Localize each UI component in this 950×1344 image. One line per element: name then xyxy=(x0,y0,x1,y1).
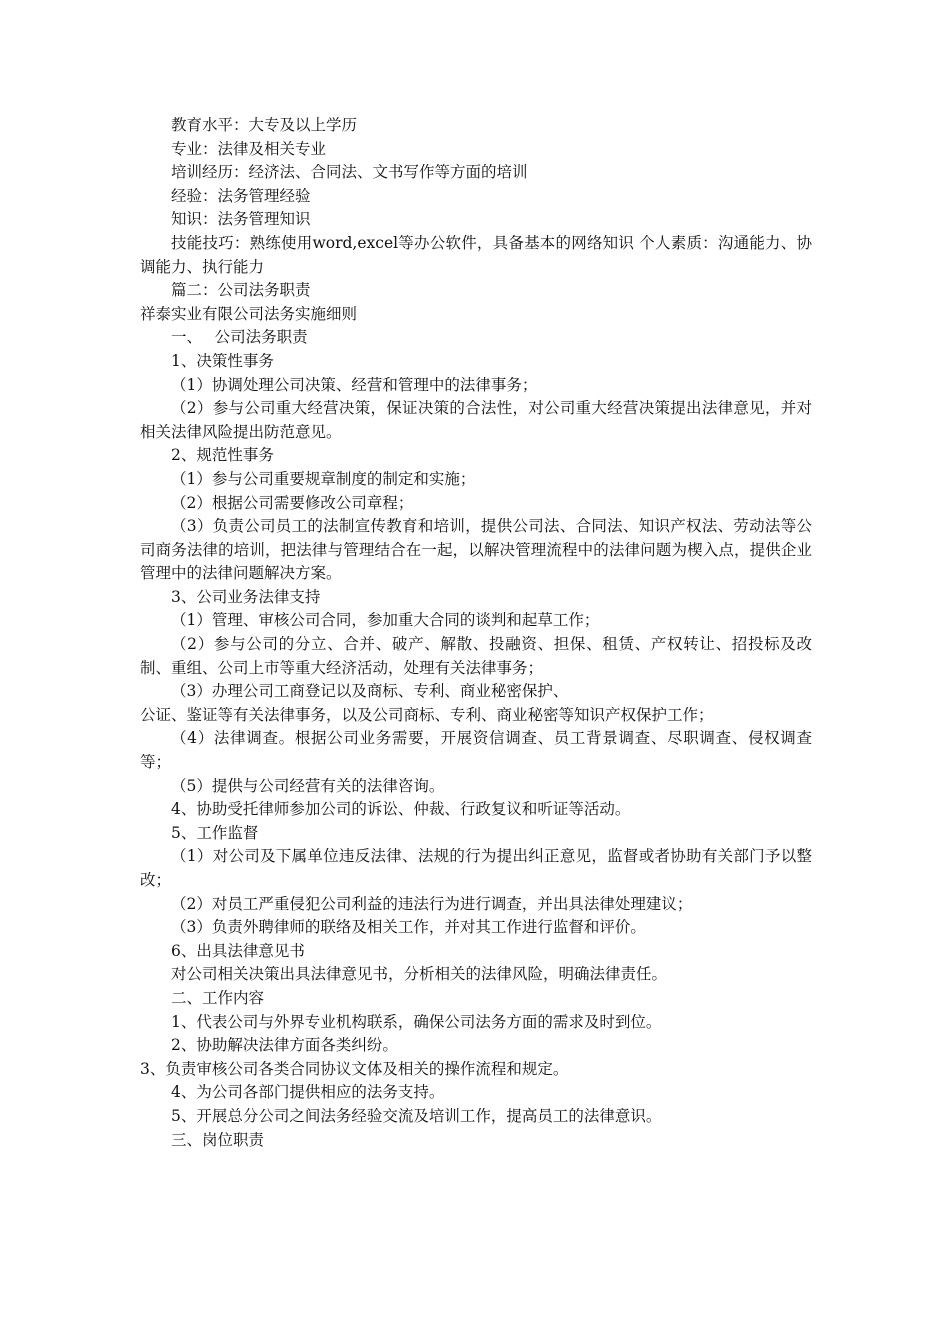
paragraph: （2）参与公司重大经营决策，保证决策的合法性，对公司重大经营决策提出法律意见，并对相关法律风险提出防范意见。 xyxy=(140,399,812,441)
paragraph: 一、 公司法务职责 xyxy=(171,328,308,347)
paragraph: （2）参与公司的分立、合并、破产、解散、投融资、担保、租赁、产权转让、招投标及改制、重组、公司上市等重大经济活动，处理有关法律事务； xyxy=(140,635,812,677)
paragraph: （5）提供与公司经营有关的法律咨询。 xyxy=(171,776,445,795)
paragraph: 5、开展总分公司之间法务经验交流及培训工作，提高员工的法律意识。 xyxy=(171,1106,662,1125)
paragraph: （4）法律调查。根据公司业务需要，开展资信调查、员工背景调查、尽职调查、侵权调查等； xyxy=(140,729,812,772)
paragraph: （3）负责公司员工的法制宣传教育和培训，提供公司法、合同法、知识产权法、劳动法等公司商务法律的培训，把法律与管理结合在一起，以解决管理流程中的法律问题为楔入点，提供企业管理中的法律问题解决方案。 xyxy=(140,517,812,583)
paragraph: （2）对员工严重侵犯公司利益的违法行为进行调查，并出具法律处理建议； xyxy=(171,894,693,913)
paragraph: 5、工作监督 xyxy=(171,823,259,842)
paragraph: 培训经历：经济法、合同法、文书写作等方面的培训 xyxy=(171,163,528,182)
paragraph: 二、工作内容 xyxy=(171,988,265,1007)
document-page xyxy=(140,114,812,1152)
paragraph: 6、出具法律意见书 xyxy=(171,941,305,960)
paragraph: 公证、鉴证等有关法律事务，以及公司商标、专利、商业秘密等知识产权保护工作； xyxy=(140,705,714,724)
paragraph: 篇二：公司法务职责 xyxy=(171,281,311,300)
paragraph: 3、公司业务法律支持 xyxy=(171,587,321,606)
paragraph: 4、协助受托律师参加公司的诉讼、仲裁、行政复议和听证等活动。 xyxy=(171,800,631,819)
paragraph: 3、负责审核公司各类合同协议文体及相关的操作流程和规定。 xyxy=(140,1059,569,1078)
paragraph: 祥泰实业有限公司法务实施细则 xyxy=(140,304,358,323)
paragraph: 技能技巧：熟练使用word,excel等办公软件，具备基本的网络知识 个人素质：沟通能力、协调能力、执行能力 xyxy=(140,233,812,276)
paragraph: 经验：法务管理经验 xyxy=(171,186,311,205)
paragraph: （1）参与公司重要规章制度的制定和实施； xyxy=(171,469,476,488)
paragraph: （1）对公司及下属单位违反法律、法规的行为提出纠正意见，监督或者协助有关部门予以整改； xyxy=(140,847,812,889)
paragraph: 2、协助解决法律方面各类纠纷。 xyxy=(171,1036,398,1055)
paragraph: （2）根据公司需要修改公司章程； xyxy=(171,493,414,512)
paragraph: 1、代表公司与外界专业机构联系，确保公司法务方面的需求及时到位。 xyxy=(171,1012,662,1031)
paragraph: 专业：法律及相关专业 xyxy=(171,139,327,158)
paragraph: （3）办理公司工商登记以及商标、专利、商业秘密保护、 xyxy=(171,682,569,701)
paragraph: （1）管理、审核公司合同，参加重大合同的谈判和起草工作； xyxy=(171,611,600,630)
paragraph: 教育水平：大专及以上学历 xyxy=(171,116,358,134)
paragraph: 知识：法务管理知识 xyxy=(171,210,311,229)
paragraph: 2、规范性事务 xyxy=(171,446,274,465)
paragraph: 1、决策性事务 xyxy=(171,351,274,370)
paragraph: （1）协调处理公司决策、经营和管理中的法律事务； xyxy=(171,375,538,394)
paragraph: 对公司相关决策出具法律意见书，分析相关的法律风险，明确法律责任。 xyxy=(171,965,668,984)
paragraph: （3）负责外聘律师的联络及相关工作，并对其工作进行监督和评价。 xyxy=(171,918,646,937)
paragraph: 4、为公司各部门提供相应的法务支持。 xyxy=(171,1083,445,1102)
paragraph: 三、岗位职责 xyxy=(171,1130,265,1149)
